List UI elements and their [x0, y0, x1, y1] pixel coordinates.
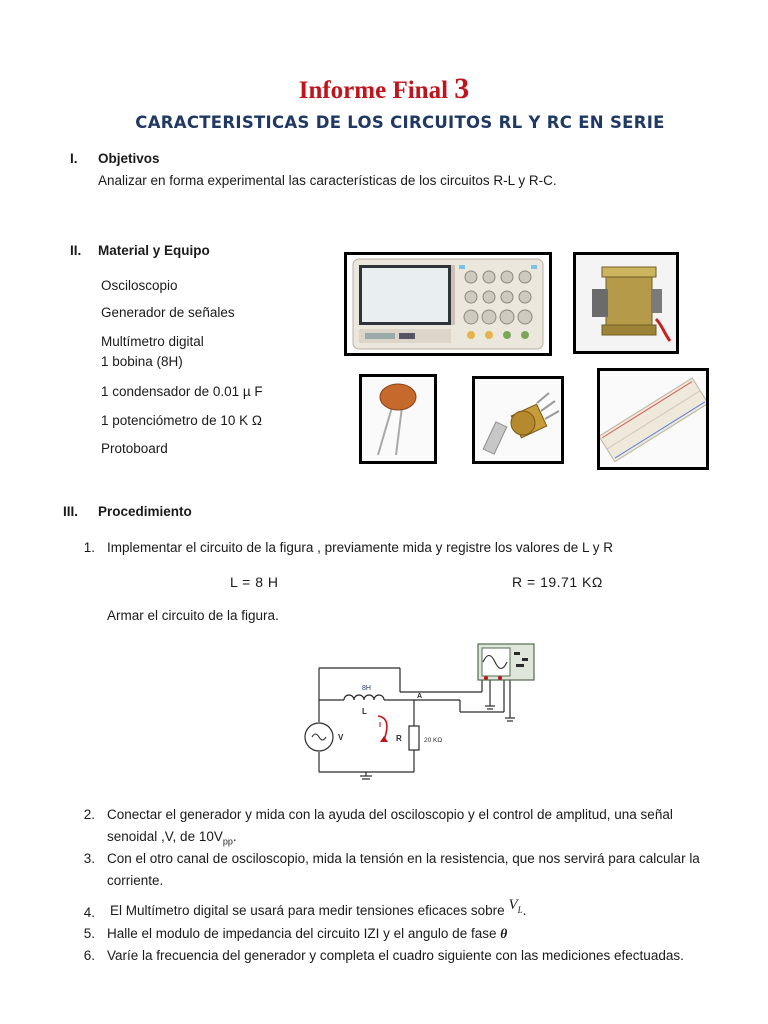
vl-variable: V	[508, 897, 518, 913]
material-item: Protoboard	[101, 441, 168, 456]
resistor-value-label: 20 KΩ	[424, 737, 443, 744]
title-number: 3	[454, 72, 470, 105]
step-2-line-1: Conectar el generador y mida con la ayuda del osciloscopio y el control de amplitud, una señal	[107, 807, 673, 822]
step-6-text: Varíe la frecuencia del generador y completa el cuadro siguiente con las mediciones efectuadas.	[107, 948, 684, 963]
report-subtitle: CARACTERISTICAS DE LOS CIRCUITOS RL Y RC EN SERIE	[135, 113, 665, 132]
material-item: 1 condensador de 0.01 µ F	[101, 384, 263, 399]
resistor-label: R	[396, 734, 402, 743]
step-2-line-2	[107, 829, 237, 847]
section-objetivos-number: I.	[70, 151, 78, 166]
step-3-line-2: corriente.	[107, 873, 164, 888]
section-procedimiento-title: Procedimiento	[98, 504, 192, 519]
step-number: 1.	[83, 540, 95, 555]
node-label: A	[417, 693, 423, 700]
source-label: V	[338, 733, 344, 742]
capacitor-photo	[359, 374, 437, 464]
step-3-line-1: Con el otro canal de osciloscopio, mida la tensión en la resistencia, que nos servirá para calcular la	[107, 851, 700, 866]
inductor-label: L	[362, 707, 367, 716]
section-procedimiento-number: III.	[63, 504, 79, 519]
material-item: 1 bobina (8H)	[101, 354, 183, 369]
material-item: 1 potenciómetro de 10 K Ω	[101, 413, 262, 428]
step-number: 6.	[83, 948, 95, 963]
vl-subscript: L	[517, 904, 523, 915]
rl-circuit-diagram	[300, 638, 546, 790]
armar-text: Armar el circuito de la figura.	[107, 608, 279, 623]
step-number: 2.	[83, 807, 95, 822]
step-5-body: Halle el modulo de impedancia del circuito IZI y el angulo de fase	[107, 926, 501, 941]
report-title	[0, 72, 768, 106]
material-item: Osciloscopio	[101, 278, 178, 293]
material-item: Multímetro digital	[101, 334, 204, 349]
inductor-value-label: 8H	[362, 685, 371, 692]
step-number: 3.	[83, 851, 95, 866]
measured-L: L = 8 H	[230, 574, 279, 590]
step-1-text: Implementar el circuito de la figura , previamente mida y registre los valores de L y R	[107, 540, 613, 555]
inductor-coil-photo	[573, 252, 679, 354]
step-4-text	[110, 897, 527, 921]
potentiometer-photo	[472, 376, 564, 464]
title-text: Informe Final	[298, 77, 455, 104]
oscilloscope-photo	[344, 252, 552, 356]
section-material-title: Material y Equipo	[98, 243, 210, 258]
step-2-end: .	[232, 829, 237, 844]
step-4-body: El Multímetro digital se usará para medir tensiones eficaces sobre	[110, 903, 509, 918]
step-number: 5.	[83, 926, 95, 941]
material-item: Generador de señales	[101, 305, 235, 320]
theta-symbol: θ	[500, 926, 508, 941]
current-label: I	[379, 722, 381, 729]
step-4-end: .	[522, 903, 527, 918]
vpp-subscript: pp	[222, 836, 233, 847]
objetivos-body: Analizar en forma experimental las características de los circuitos R-L y R-C.	[98, 173, 557, 188]
section-objetivos-title: Objetivos	[98, 151, 160, 166]
measured-R: R = 19.71 KΩ	[512, 574, 603, 590]
step-number: 4.	[83, 905, 95, 920]
step-2-text: senoidal ,V, de 10V	[107, 829, 223, 844]
step-5-text	[107, 926, 507, 942]
section-material-number: II.	[70, 243, 82, 258]
protoboard-photo	[597, 368, 709, 470]
